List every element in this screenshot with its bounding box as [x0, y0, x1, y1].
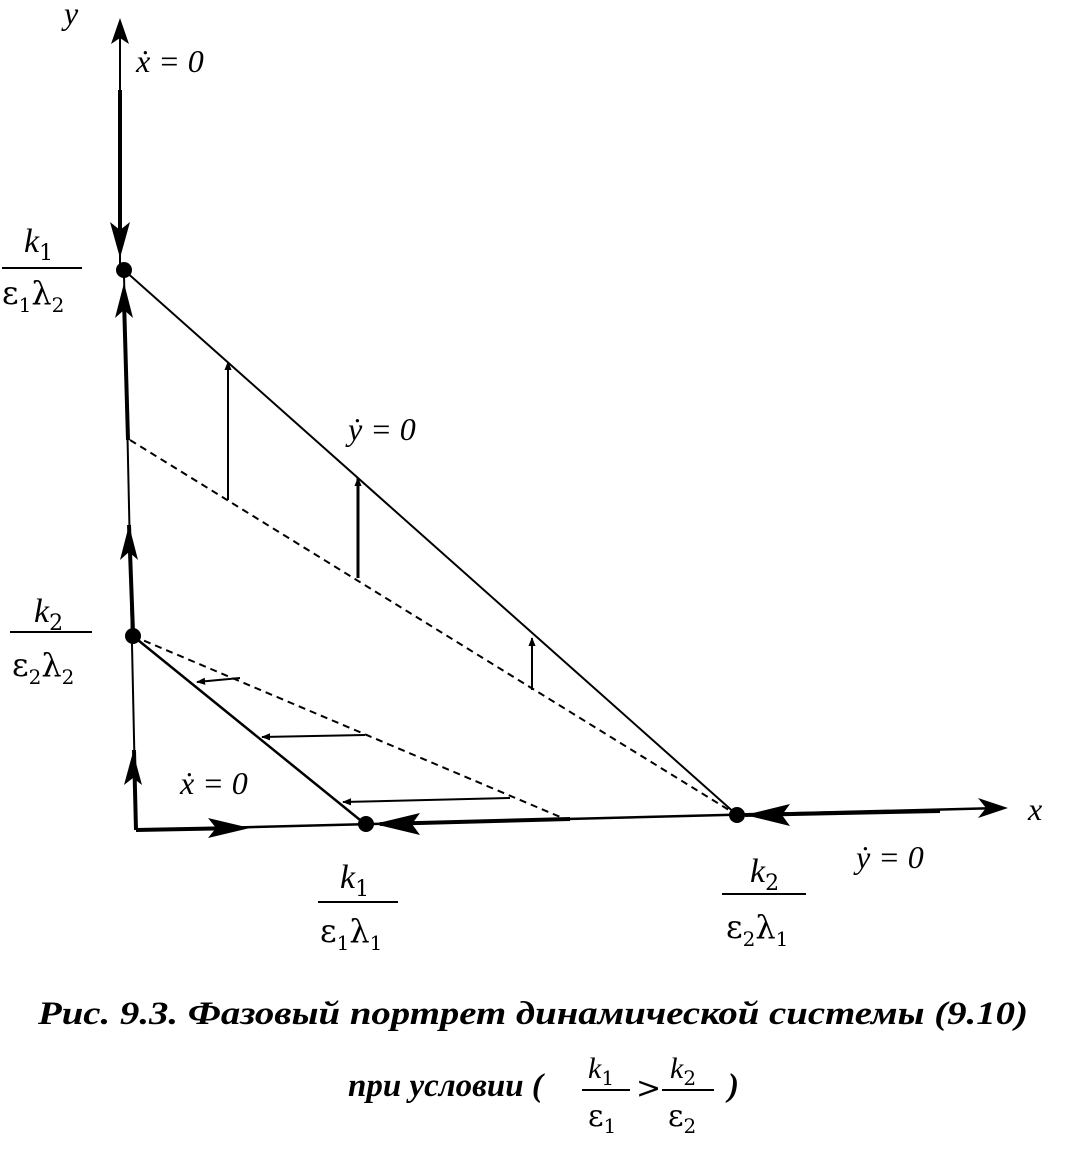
svg-text:ε1: $\varepsilon_1$	[588, 1099, 617, 1138]
caption-fraction-left	[582, 1052, 630, 1138]
flow-arrow-left-2	[262, 735, 365, 737]
caption-fraction-right	[662, 1052, 714, 1138]
flow-arrow-left-3	[343, 798, 510, 802]
flow-arrow-left-1	[197, 678, 240, 682]
caption-line2	[348, 1052, 739, 1138]
fraction-y-low	[10, 593, 92, 689]
fraction-y-high	[2, 223, 82, 317]
label-xdot-top: ẋ = 0	[136, 43, 204, 79]
fraction-x-high	[722, 853, 806, 951]
svg-text:k2: $k_2$	[670, 1052, 697, 1090]
y-axis-thick-a	[124, 300, 128, 440]
svg-text:ε2: $\varepsilon_2$	[668, 1099, 697, 1138]
fraction-x-low	[318, 859, 398, 955]
ydot-nullcline-dashed	[130, 440, 737, 815]
equilibrium-point-y-high	[116, 262, 132, 278]
svg-text:ε2λ1: $\varepsilon_2\lambda_1$	[726, 908, 789, 951]
label-ydot-axis: ẏ = 0	[856, 839, 924, 875]
label-xdot-low: ẋ = 0	[180, 765, 248, 801]
equilibrium-point-x-low	[358, 816, 374, 832]
svg-text:k1: $k_1$	[340, 859, 370, 902]
svg-text:k2: $k_2$	[750, 853, 780, 896]
label-ydot-mid: ẏ = 0	[348, 411, 416, 447]
svg-text:ε2λ2: $\varepsilon_2\lambda_2$	[12, 646, 75, 689]
ydot-nullcline-solid	[124, 270, 737, 815]
axis-y-label: y	[64, 0, 79, 31]
caption-suffix: )	[728, 1068, 739, 1104]
svg-text:k2: $k_2$	[34, 593, 64, 636]
svg-text:ε1λ1: $\varepsilon_1\lambda_1$	[320, 912, 383, 955]
caption-prefix: при условии (	[348, 1068, 543, 1104]
equilibrium-point-y-low	[125, 628, 141, 644]
svg-text:k1: $k_1$	[24, 223, 54, 266]
xdot-nullcline-solid	[133, 636, 365, 824]
svg-text:ε1λ2: $\varepsilon_1\lambda_2$	[2, 274, 65, 317]
svg-text:k1: $k_1$	[588, 1052, 615, 1090]
caption-line1: Рис. 9.3. Фазовый портрет динамической системы (9.10)	[36, 996, 1028, 1032]
caption-relation: >	[636, 1071, 662, 1106]
equilibrium-point-x-high	[729, 807, 745, 823]
axis-x-label: x	[1028, 791, 1043, 827]
